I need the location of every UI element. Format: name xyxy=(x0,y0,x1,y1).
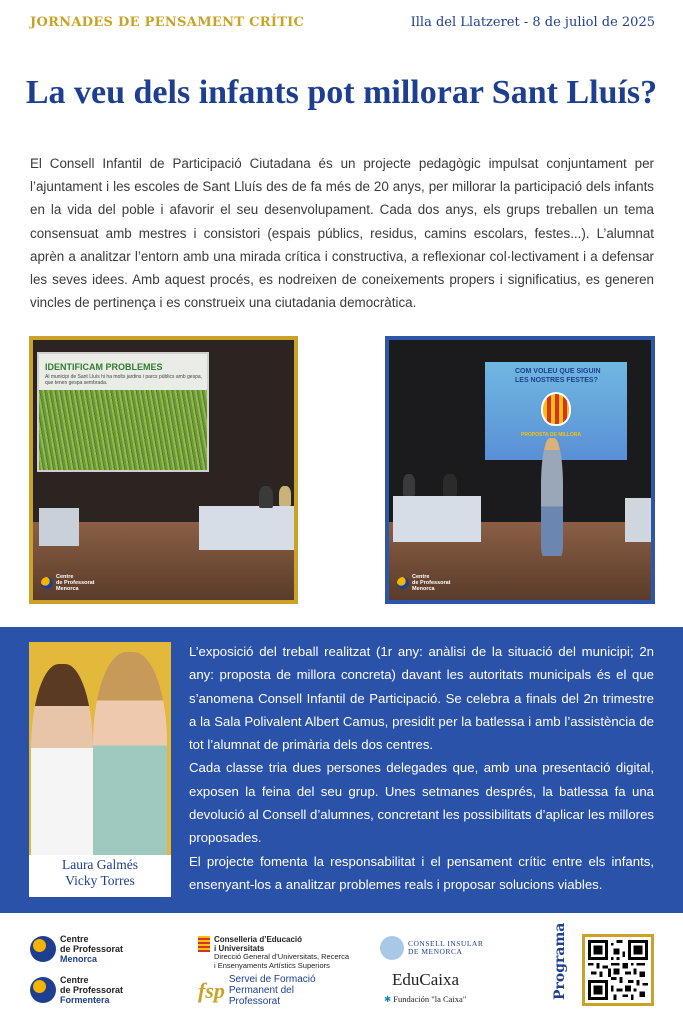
author-name-2: Vicky Torres xyxy=(65,873,135,888)
qr-code-icon xyxy=(588,940,648,1000)
logo-servei-formacio: fsp Servei de Formació Permanent del Professorat xyxy=(198,974,316,1007)
logo-cep-formentera xyxy=(30,975,123,1005)
shield-icon xyxy=(541,392,571,426)
seated-person xyxy=(443,474,457,496)
logo-govern-conselleria: Conselleria d’Educació i Universitats Direcció General d’Universitats, Recerca i Ensenyaments Artístics Superiors xyxy=(198,936,349,970)
cep-watermark xyxy=(397,574,451,592)
logo-fundacion-la-caixa: ✱ Fundación "la Caixa" xyxy=(384,994,467,1004)
cep-watermark-text: Centre de Professorat Menorca xyxy=(56,574,95,592)
band-paragraph-1: L’exposició del treball realitzat (1r any: anàlisi de la situació del municipi; 2n any: proposta de millora concreta) davant les autoritats municipals és el que s’anomena Consell Infantil de Participació. Se celebra a finals del 2n trimestre a la Sala Polivalent Albert Camus, presidit per la batlessa i amb l’assistència de tot l’alumnat de primària dels dos centres. xyxy=(189,644,654,753)
balearic-flag-icon xyxy=(198,936,210,952)
slide-subtitle: PROPOSTA DE MILLORA xyxy=(521,432,581,438)
cep-menorca-icon xyxy=(30,936,56,962)
event-name: JORNADES DE PENSAMENT CRÍTIC xyxy=(30,15,305,30)
author-name-1: Laura Galmés xyxy=(61,857,139,872)
cep-formentera-icon xyxy=(30,977,56,1003)
seated-person xyxy=(279,486,291,506)
seated-person xyxy=(403,474,415,496)
presenter-table xyxy=(199,506,295,550)
slide-text: Al municipi de Sant Lluís hi ha molts jardins i parcs públics amb gespa, que tenen gespa sembrada. xyxy=(45,374,203,386)
cep-logo-icon xyxy=(397,577,409,589)
band-paragraph-3: El projecte fomenta la responsabilitat i el pensament crític entre els infants, ensenyant-los a analitzar problemes reals i proposar solucions viables. xyxy=(189,853,654,892)
programa-label: Programa xyxy=(552,922,568,1000)
presenter-table xyxy=(393,496,481,542)
programa-qr-code[interactable] xyxy=(582,934,654,1006)
cep-formentera-text: Centre de Professorat Formentera xyxy=(60,975,124,1005)
author-right-figure xyxy=(93,652,167,855)
slide-title: IDENTIFICAM PROBLEMES xyxy=(45,362,163,372)
poster-title: La veu dels infants pot millorar Sant Lluís? xyxy=(25,74,658,111)
author-left-figure xyxy=(31,664,93,855)
authors-portrait xyxy=(29,642,171,897)
photo-presentation-festes xyxy=(385,336,655,604)
slide-title-2: LES NOSTRES FESTES? xyxy=(515,377,598,384)
band-text xyxy=(189,640,654,896)
seated-person xyxy=(259,486,273,508)
logo-educaixa: EduCaixa xyxy=(392,970,460,989)
side-desk xyxy=(39,508,79,546)
logo-cep-menorca xyxy=(30,934,123,964)
slide-grass-image xyxy=(39,390,207,470)
cep-menorca-text: Centre de Professorat Menorca xyxy=(60,934,124,964)
consell-emblem-icon xyxy=(380,936,404,960)
projection-screen xyxy=(37,352,209,472)
cep-watermark xyxy=(41,574,95,592)
slide-title-1: COM VOLEU QUE SIGUIN xyxy=(515,368,601,375)
cep-logo-icon xyxy=(41,577,53,589)
cep-watermark-text: Centre de Professorat Menorca xyxy=(412,574,451,592)
right-desk xyxy=(625,498,651,542)
band-paragraph-2: Cada classe tria dues persones delegades que, amb una presentació digital, exposen la feina del seu grup. Unes setmanes després, la batlessa fa una devolució al Consell d’alumnes, concretant les possibilitats d’aplicar les millores proposades. xyxy=(189,760,654,846)
event-place-date: Illa del Llatzeret - 8 de juliol de 2025 xyxy=(410,15,655,30)
logo-consell-insular: CONSELL INSULAR DE MENORCA xyxy=(380,936,483,960)
intro-paragraph: El Consell Infantil de Participació Ciutadana és un projecte pedagògic impulsat conjuntament per l’ajuntament i les escoles de Sant Lluís des de fa més de 20 anys, per millorar la participació dels infants en la vida del poble i afavorir el seu desenvolupament. Cada dos anys, els grups treballen un tema consensuat amb mestres i consistori (espais públics, residus, camins escolars, festes...). L’alumnat aprèn a analitzar l’entorn amb una mirada crítica i constructiva, a reflexionar col·lectivament i a defensar les seves idees. Amb aquest procés, es nodreixen de coneixements propers i significatius, es generen vincles de pertinença i es construeix una ciutadania democràtica. xyxy=(30,156,654,311)
photo-presentation-problems xyxy=(29,336,298,604)
authors-photo xyxy=(29,642,171,855)
la-caixa-star-icon: ✱ xyxy=(384,994,392,1004)
authors-caption xyxy=(29,857,171,889)
standing-speaker xyxy=(541,438,563,556)
fsp-mark-icon: fsp xyxy=(198,977,225,1003)
